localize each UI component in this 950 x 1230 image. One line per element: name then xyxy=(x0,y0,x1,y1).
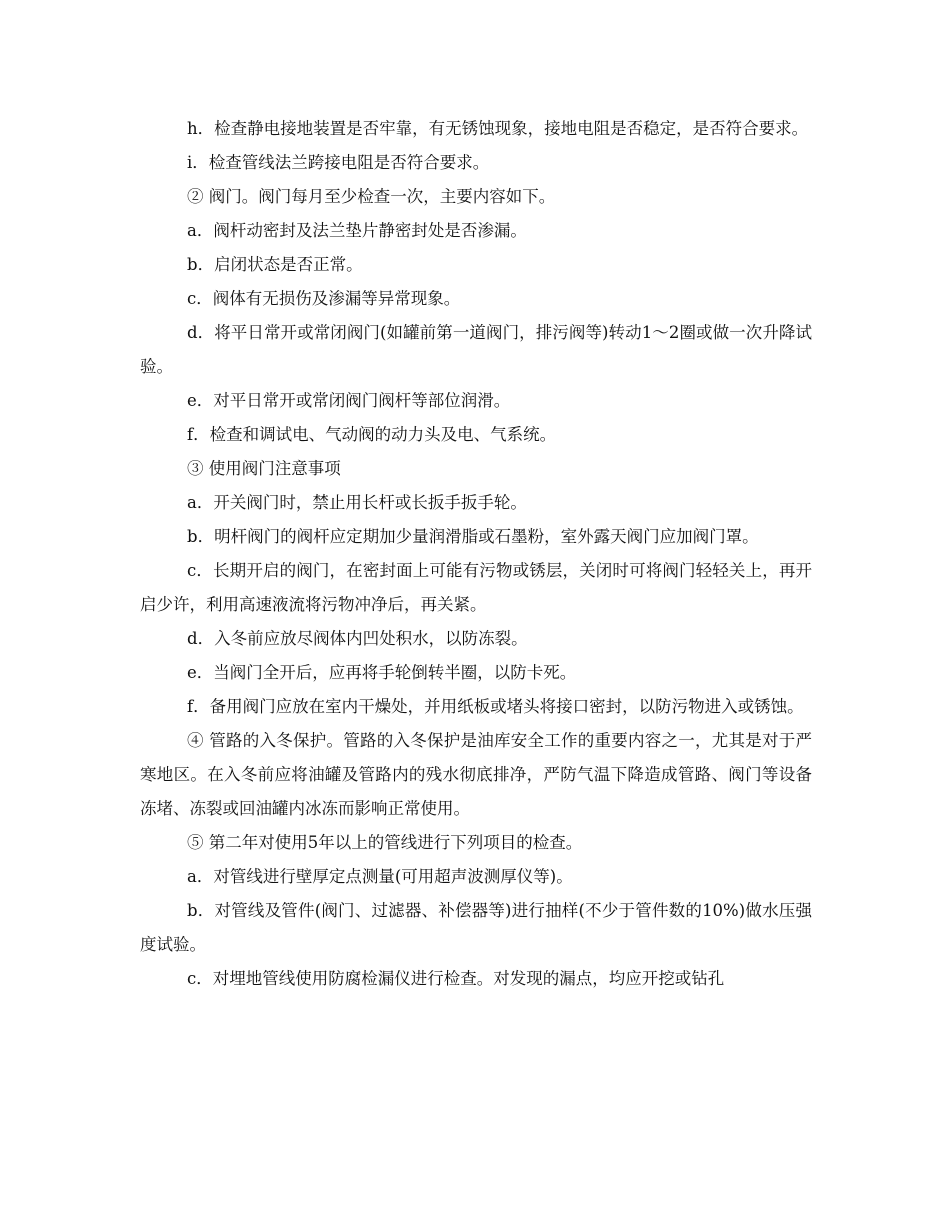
paragraph-valve-heading: ② 阀门。阀门每月至少检查一次，主要内容如下。 xyxy=(187,187,556,206)
paragraph-inspection-b: b．对管线及管件(阀门、过滤器、补偿器等)进行抽样(不少于管件数的10%)做水压强度试验。 xyxy=(140,901,812,954)
paragraph-valve-d: d．将平日常开或常闭阀门(如罐前第一道阀门，排污阀等)转动1～2圈或做一次升降试验。 xyxy=(140,323,812,376)
paragraph-usage-e: e．当阀门全开后，应再将手轮倒转半圈，以防卡死。 xyxy=(187,663,577,682)
paragraph-h-grounding: h．检查静电接地装置是否牢靠，有无锈蚀现象，接地电阻是否稳定，是否符合要求。 xyxy=(187,119,809,138)
document-page xyxy=(140,112,812,996)
paragraph-valve-c: c．阀体有无损伤及渗漏等异常现象。 xyxy=(187,289,461,308)
paragraph-usage-b: b．明杆阀门的阀杆应定期加少量润滑脂或石墨粉，室外露天阀门应加阀门罩。 xyxy=(187,527,759,546)
paragraph-inspection-heading: ⑤ 第二年对使用5年以上的管线进行下列项目的检查。 xyxy=(187,833,583,852)
paragraph-valve-usage-heading: ③ 使用阀门注意事项 xyxy=(187,459,341,478)
paragraph-inspection-c: c．对埋地管线使用防腐检漏仪进行检查。对发现的漏点，均应开挖或钻孔 xyxy=(187,969,725,988)
paragraph-valve-b: b．启闭状态是否正常。 xyxy=(187,255,363,274)
paragraph-inspection-a: a．对管线进行壁厚定点测量(可用超声波测厚仪等)。 xyxy=(187,867,573,886)
paragraph-valve-f: f．检查和调试电、气动阀的动力头及电、气系统。 xyxy=(187,425,557,444)
paragraph-usage-c: c．长期开启的阀门，在密封面上可能有污物或锈层，关闭时可将阀门轻轻关上，再开启少许，利用高速液流将污物冲净后，再关紧。 xyxy=(140,561,812,614)
paragraph-usage-a: a．开关阀门时，禁止用长杆或长扳手扳手轮。 xyxy=(187,493,527,512)
paragraph-usage-d: d．入冬前应放尽阀体内凹处积水，以防冻裂。 xyxy=(187,629,528,648)
paragraph-valve-a: a．阀杆动密封及法兰垫片静密封处是否渗漏。 xyxy=(187,221,527,240)
paragraph-valve-e: e．对平日常开或常闭阀门阀杆等部位润滑。 xyxy=(187,391,511,410)
paragraph-usage-f: f．备用阀门应放在室内干燥处，并用纸板或堵头将接口密封，以防污物进入或锈蚀。 xyxy=(187,697,804,716)
paragraph-i-flange-resistance: i．检查管线法兰跨接电阻是否符合要求。 xyxy=(187,153,490,172)
paragraph-winter-protection: ④ 管路的入冬保护。管路的入冬保护是油库安全工作的重要内容之一，尤其是对于严寒地区。在入冬前应将油罐及管路内的残水彻底排净，严防气温下降造成管路、阀门等设备冻堵、冻裂或回油罐内冰冻而影响正常使用。 xyxy=(140,731,812,818)
